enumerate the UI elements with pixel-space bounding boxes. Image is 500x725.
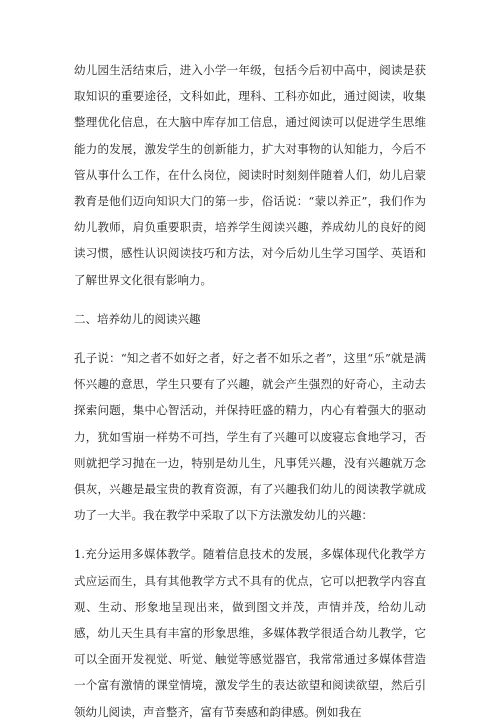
paragraph-multimedia: 1.充分运用多媒体教学。随着信息技术的发展，多媒体现代化教学方式应运而生，具有其他教学方式不具有的优点，它可以把教学内容直观、生动、形象地呈现出来，做到图文并茂，声情并茂，给幼儿动感，幼儿天生具有丰富的形象思维，多媒体教学很适合幼儿教学，它可以全面开发视觉、听觉、触觉等感觉器官，我常常通过多媒体营造一个富有激情的课堂情境，激发学生的表达欲望和阅读欲望，然后引领幼儿阅读，声音整齐，富有节奏感和韵律感。例如我在 (74, 547, 426, 719)
section-heading: 二、培养幼儿的阅读兴趣 (74, 311, 201, 326)
paragraph-intro: 幼儿园生活结束后，进入小学一年级，包括今后初中高中，阅读是获取知识的重要途径，文科如此，理科、工科亦如此，通过阅读，收集整理优化信息，在大脑中库存加工信息，通过阅读可以促进学生思维能力的发展，激发学生的创新能力，扩大对事物的认知能力，今后不管从事什么工作，在什么岗位，阅读时时刻刻伴随着人们，幼儿启蒙教育是他们迈向知识大门的第一步，俗话说：“蒙以养正”，我们作为幼儿教师，肩负重要职责，培养学生阅读兴趣，养成幼儿的良好的阅读习惯，感性认识阅读技巧和方法，对今后幼儿生学习国学、英语和了解世界文化很有影响力。 (74, 63, 426, 287)
paragraph-confucius: 孔子说：“知之者不如好之者，好之者不如乐之者”，这里“乐”就是满怀兴趣的意思，学生只要有了兴趣，就会产生强烈的好奇心，主动去探索问题，集中心智活动，并保持旺盛的精力，内心有着强大的驱动力，犹如雪崩一样势不可挡，学生有了兴趣可以废寝忘食地学习，否则就把学习抛在一边，特别是幼儿生，凡事凭兴趣，没有兴趣就万念俱灰，兴趣是最宝贵的教育资源，有了兴趣我们幼儿的阅读教学就成功了一大半。我在教学中采取了以下方法激发幼儿的兴趣： (74, 351, 426, 523)
document-body (74, 57, 426, 725)
